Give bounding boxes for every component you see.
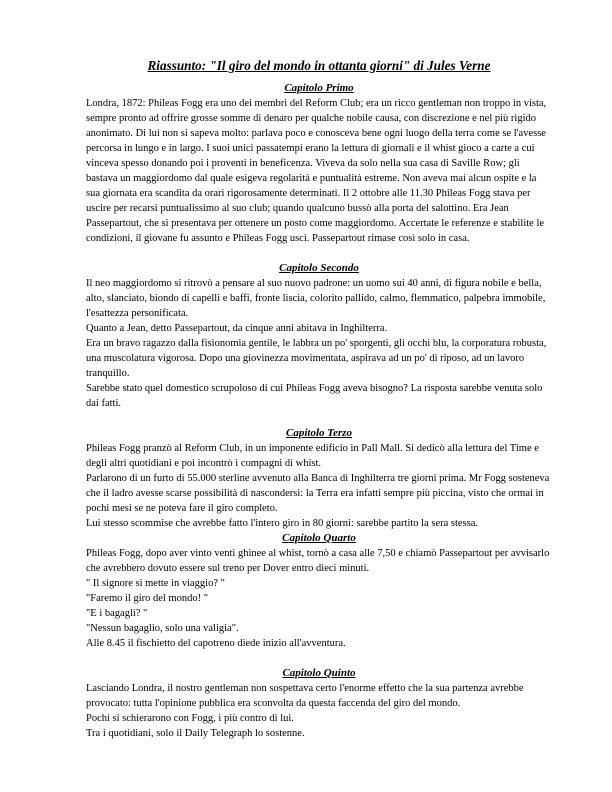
chapter-paragraph: Lui stesso scommise che avrebbe fatto l'intero giro in 80 giorni: sarebbe partito la sera stessa. — [86, 518, 479, 529]
section-gap — [86, 246, 552, 261]
document-title: Riassunto: "Il giro del mondo in ottanta giorni" di Jules Verne — [147, 58, 491, 73]
section-gap — [86, 651, 552, 666]
dialogue-line: "Nessun bagaglio, solo una valigia". — [86, 623, 239, 634]
dialogue-line: "E i bagagli? " — [86, 608, 148, 619]
chapter-5 — [86, 666, 552, 741]
chapter-heading: Capitolo Terzo — [286, 427, 352, 439]
chapter-paragraph: Phileas Fogg, dopo aver vinto venti ghinee al whist, tornò a casa alle 7,50 e chiamò Passepartout per avvisarlo che avrebbero dovuto essere sul treno per Dover entro dieci minuti. — [86, 548, 550, 574]
chapter-paragraph: Londra, 1872: Phileas Fogg era uno dei membri del Reform Club; era un ricco gentleman non troppo in vista, sempre pronto ad offrire grosse somme di denaro per qualche nobile causa, con discrezione e nel più rigido anonimato. Di lui non si sapeva molto: parlava poco e conosceva bene ogni luogo della terra come se l'avesse percorsa in lungo e in largo. I suoi unici passatempi erano la lettura di giornali e il whist gioco a carte a cui vinceva spesso donando poi i proventi in beneficenza. Viveva da solo nella sua casa di Saville Row; gli bastava un maggiordomo dal quale esigeva regolarità e puntualità estreme. Non aveva mai alcun ospite e la sua giornata era scandita da orari rigorosamente determinati. Il 2 ottobre alle 11.30 Phileas Fogg stava per uscire per recarsi puntualissimo al suo club; quando qualcuno bussò alla porta del salottino. Era Jean Passepartout, che si presentava per ottenere un posto come maggiordomo. Accertate le referenze e stabilite le condizioni, il giovane fu assunto e Phileas Fogg uscì. Passepartout rimase così solo in casa. — [86, 98, 547, 244]
chapter-3 — [86, 426, 552, 531]
chapter-2 — [86, 261, 552, 411]
document-page — [86, 57, 552, 741]
chapter-paragraph: Parlarono di un furto di 55.000 sterline avvenuto alla Banca di Inghilterra tre giorni prima. Mr Fogg sosteneva che il ladro avesse scarse possibilità di nascondersi: la Terra era infatti sempre più piccina, visto che ormai in pochi mesi se ne poteva fare il giro completo. — [86, 473, 550, 514]
chapter-paragraph: Phileas Fogg pranzò al Reform Club, in un imponente edificio in Pall Mall. Si dedicò alla lettura del Time e degli altri quotidiani e poi incontrò i compagni di whist. — [86, 443, 539, 469]
chapter-paragraph: Pochi si schierarono con Fogg, i più contro di lui. — [86, 713, 294, 724]
dialogue-line: " Il signore si mette in viaggio? " — [86, 578, 225, 589]
chapter-paragraph: Quanto a Jean, detto Passepartout, da cinque anni abitava in Inghilterra. — [86, 323, 388, 334]
chapter-4 — [86, 531, 552, 651]
chapter-heading: Capitolo Quinto — [282, 667, 356, 679]
chapter-paragraph: Era un bravo ragazzo dalla fisionomia gentile, le labbra un po' sporgenti, gli occhi blu, la corporatura robusta, una muscolatura vigorosa. Dopo una giovinezza movimentata, aspirava ad un po' di riposo, ad un lavoro tranquillo. — [86, 338, 547, 379]
chapter-heading: Capitolo Secondo — [279, 262, 359, 274]
chapter-1 — [86, 81, 552, 246]
chapter-paragraph: Sarebbe stato quel domestico scrupoloso di cui Phileas Fogg aveva bisogno? La risposta sarebbe venuta solo dai fatti. — [86, 383, 543, 409]
section-gap — [86, 411, 552, 426]
dialogue-line: "Faremo il giro del mondo! " — [86, 593, 209, 604]
chapter-paragraph: Lasciando Londra, il nostro gentleman non sospettava certo l'enorme effetto che la sua partenza avrebbe provocato: tutta l'opinione pubblica era sconvolta da questa faccenda del giro del mondo. — [86, 683, 524, 709]
chapter-heading: Capitolo Quarto — [282, 532, 356, 544]
chapter-heading: Capitolo Primo — [284, 82, 354, 94]
chapter-paragraph: Il neo maggiordomo si ritrovò a pensare al suo nuovo padrone: un uomo sui 40 anni, di figura nobile e bella, alto, slanciato, biondo di capelli e baffi, fronte liscia, colorito pallido, calmo, flemmatico, palpebra immobile, l'esattezza personificata. — [86, 278, 546, 319]
chapter-paragraph: Alle 8.45 il fischietto del capotreno diede inizio all'avventura. — [86, 638, 346, 649]
chapter-paragraph: Tra i quotidiani, solo il Daily Telegraph lo sostenne. — [86, 728, 305, 739]
